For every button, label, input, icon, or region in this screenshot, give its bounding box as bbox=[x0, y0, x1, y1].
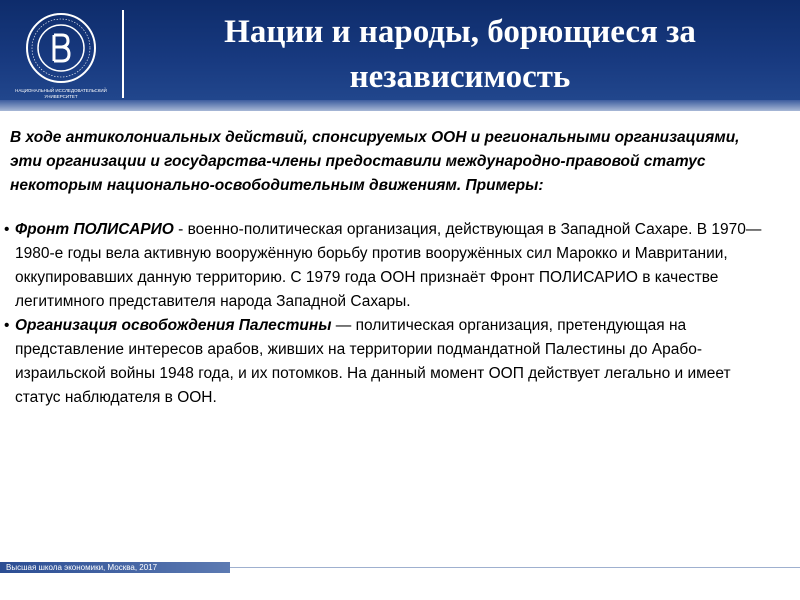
footer-text: Высшая школа экономики, Москва, 2017 bbox=[6, 563, 158, 572]
item-separator: — bbox=[331, 317, 356, 334]
item-text: политическая организация, претендующая на представление интересов арабов, живших на территории подмандатной Палестины до Арабо-израильской войны 1948 года, и их потомков. На данный момент ООП действует легально и имеет статус наблюдателя в ООН. bbox=[15, 317, 731, 406]
list-item-plo bbox=[4, 314, 774, 410]
footer-line bbox=[230, 567, 800, 568]
bullet-icon: • bbox=[4, 317, 10, 334]
page-title-line2: независимость bbox=[349, 59, 571, 95]
page-title bbox=[130, 10, 790, 100]
logo-caption-line1: НАЦИОНАЛЬНЫЙ ИССЛЕДОВАТЕЛЬСКИЙ bbox=[15, 88, 107, 93]
header-gradient-edge bbox=[0, 100, 800, 111]
item-text: военно-политическая организация, действующая в Западной Сахаре. В 1970—1980-е годы вела активную вооружённую борьбу против вооружённых сил Марокко и Мавритании, оккупировавших данную территорию. С 1979 года ООН признаёт Фронт ПОЛИСАРИО в качестве легитимного представителя народа Западной Сахары. bbox=[15, 221, 762, 310]
slide-body bbox=[4, 126, 774, 410]
item-title: Организация освобождения Палестины bbox=[15, 317, 332, 334]
header-divider bbox=[122, 10, 124, 98]
page-title-line1: Нации и народы, борющиеся за bbox=[224, 14, 696, 50]
list-item-polisario bbox=[4, 218, 774, 314]
item-title: Фронт ПОЛИСАРИО bbox=[15, 221, 174, 238]
logo-caption-line2: УНИВЕРСИТЕТ bbox=[44, 94, 78, 99]
bullet-icon: • bbox=[4, 221, 10, 238]
intro-paragraph: В ходе антиколониальных действий, спонсируемых ООН и региональными организациями, эти организации и государства-члены предоставили международно-правовой статус некоторым национально-освободительным движениям. Примеры: bbox=[10, 129, 740, 194]
university-logo bbox=[10, 8, 112, 103]
header-banner bbox=[0, 0, 800, 111]
footer bbox=[0, 561, 800, 574]
item-separator: - bbox=[173, 221, 188, 238]
